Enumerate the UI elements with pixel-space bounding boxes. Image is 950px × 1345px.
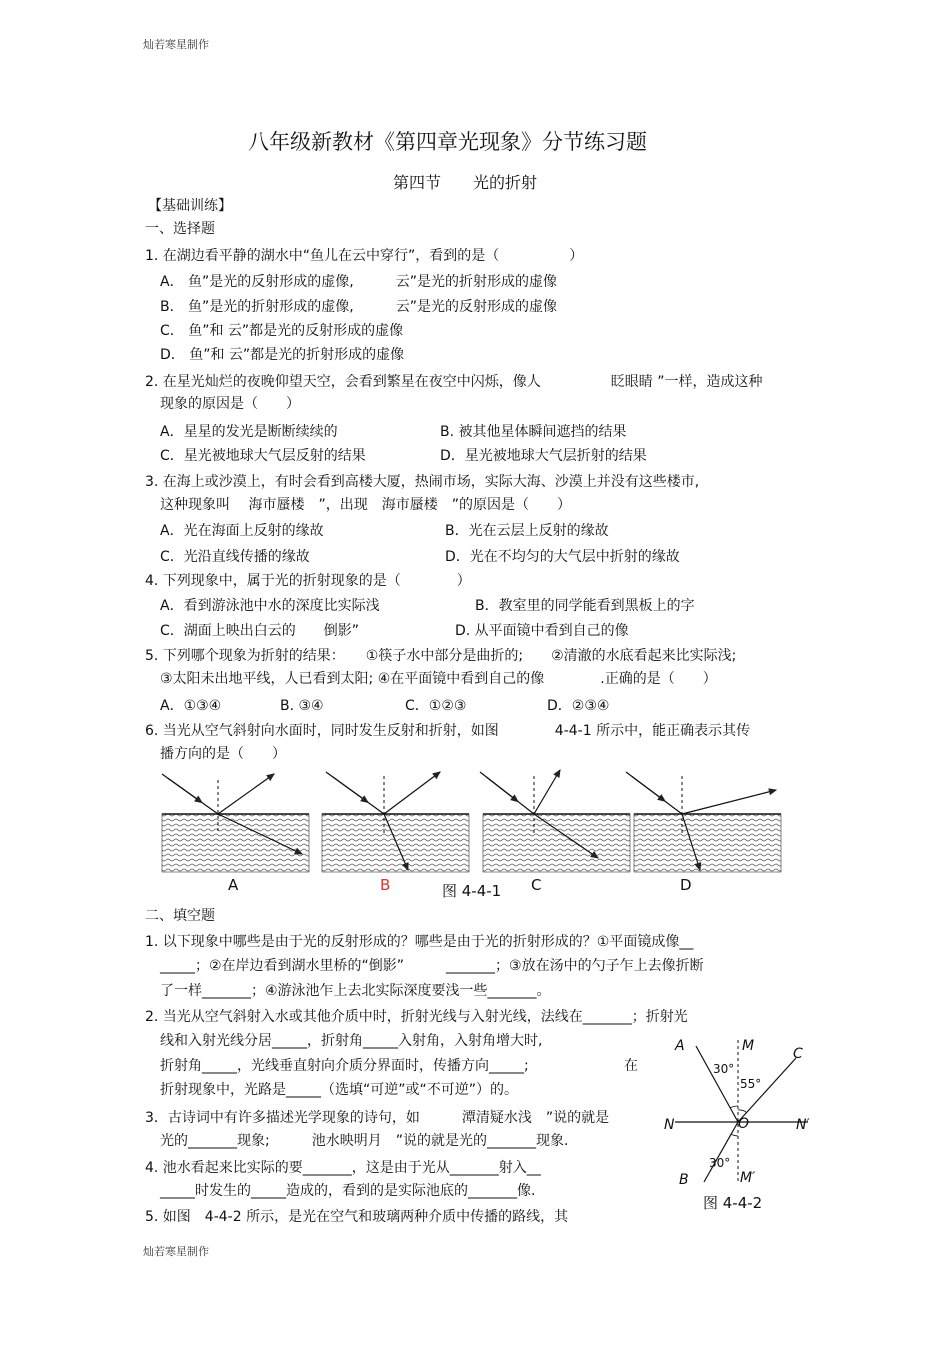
q3-option-c: C．光沿直线传播的缘故 xyxy=(160,549,310,565)
q6-stem-line2: 播方向的是（ ） xyxy=(160,746,286,762)
figure1-label-b: B xyxy=(380,876,391,894)
basic-training-heading: 【基础训练】 xyxy=(148,198,232,214)
section-title: 第四节 光的折射 xyxy=(393,173,538,192)
q4-option-b: B．教室里的同学能看到黑板上的字 xyxy=(475,598,695,614)
page-title: 八年级新教材《第四章光现象》分节练习题 xyxy=(248,130,647,154)
figure-panel-a xyxy=(162,774,309,872)
figure1-label-c: C xyxy=(531,876,542,894)
q3-option-d: D．光在不均匀的大气层中折射的缘故 xyxy=(445,549,680,565)
q2-option-c: C．星光被地球大气层反射的结果 xyxy=(160,448,366,464)
q1-option-d: D． 鱼”和 云”都是光的折射形成的虚像 xyxy=(160,347,405,363)
q4-stem: 4. 下列现象中，属于光的折射现象的是（ ） xyxy=(145,573,471,589)
q5-option-b: B. ③④ xyxy=(280,698,324,714)
fill-q1-line1: 1. 以下现象中哪些是由于光的反射形成的？哪些是由于光的折射形成的？①平面镜成像__ xyxy=(145,934,694,950)
fill-q1-line3: 了一样_______；④游泳池乍上去北实际深度要浅一些_______。 xyxy=(160,983,551,999)
fill-q2-line1: 2. 当光从空气斜射入水或其他介质中时，折射光线与入射光线，法线在_______；折射光 xyxy=(145,1009,688,1025)
fig2-label-m-prime: M′ xyxy=(740,1170,756,1186)
fig2-label-c: C xyxy=(793,1046,803,1062)
q5-stem-line2: ③太阳未出地平线，人已看到太阳; ④在平面镜中看到自己的像 .正确的是（ ） xyxy=(160,671,717,687)
q1-option-b: B． 鱼”是光的折射形成的虚像, 云”是光的反射形成的虚像 xyxy=(160,299,558,315)
fill-q2-line3-tail: 在 xyxy=(624,1058,638,1074)
q2-option-b: B. 被其他星体瞬间遮挡的结果 xyxy=(440,424,627,440)
fill-q4-line2: _____时发生的_____造成的，看到的是实际池底的_______像. xyxy=(160,1183,536,1199)
figure2-caption: 图 4-4-2 xyxy=(703,1194,763,1212)
fig2-label-n-prime: N′ xyxy=(796,1117,810,1133)
figure-panel-c xyxy=(480,770,630,872)
figure1-label-d: D xyxy=(680,876,692,894)
q2-option-a: A．星星的发光是断断续续的 xyxy=(160,424,338,440)
fig2-angle-top: 30° xyxy=(713,1062,735,1076)
fill-q3-line2: 光的_______现象; 池水映明月 ”说的就是光的_______现象. xyxy=(160,1133,569,1149)
fig2-angle-bottom: 30° xyxy=(709,1156,731,1170)
q3-stem-line1: 3. 在海上或沙漠上，有时会看到高楼大厦，热闹市场，实际大海、沙漠上并没有这些楼市, xyxy=(145,474,700,490)
q4-option-d: D. 从平面镜中看到自己的像 xyxy=(455,623,629,639)
fill-q3-line1: 3．古诗词中有许多描述光学现象的诗句，如 潭清疑水浅 ”说的就是 xyxy=(145,1110,610,1126)
figure-panel-b xyxy=(322,772,469,872)
q6-stem-line1: 6. 当光从空气斜射向水面时，同时发生反射和折射，如图 4-4-1 所示中，能正确表示其传 xyxy=(145,723,751,739)
q5-stem-line1: 5. 下列哪个现象为折射的结果： ①筷子水中部分是曲折的; ②清澈的水底看起来比实际浅; xyxy=(145,648,737,664)
part2-heading: 二、填空题 xyxy=(145,908,215,924)
fill-q2-line2: 线和入射光线分居_____，折射角_____入射角，入射角增大时, xyxy=(160,1033,543,1049)
figure-panel-d xyxy=(626,772,781,872)
q3-option-a: A．光在海面上反射的缘故 xyxy=(160,523,324,539)
page-header: 灿若寒星制作 xyxy=(143,38,209,51)
q2-option-d: D．星光被地球大气层折射的结果 xyxy=(440,448,647,464)
part1-heading: 一、选择题 xyxy=(145,221,215,237)
fill-q5-line1: 5. 如图 4-4-2 所示，是光在空气和玻璃两种介质中传播的路线，其 xyxy=(145,1209,569,1225)
fill-q4-line1: 4. 池水看起来比实际的要_______，这是由于光从_______射入__ xyxy=(145,1160,541,1176)
q5-option-a: A．①③④ xyxy=(160,698,222,714)
fill-q2-line3: 折射角_____，光线垂直射向介质分界面时，传播方向_____; xyxy=(160,1058,529,1074)
q1-option-a: A． 鱼”是光的反射形成的虚像, 云”是光的折射形成的虚像 xyxy=(160,274,557,290)
fill-q1-line2: _____；②在岸边看到湖水里桥的“倒影” _______；③放在汤中的勺子乍上去像折断 xyxy=(160,958,704,974)
q2-stem-line2: 现象的原因是（ ） xyxy=(160,396,300,412)
fill-q2-line4: 折射现象中，光路是_____（选填“可逆”或“不可逆”）的。 xyxy=(160,1082,519,1098)
fig2-label-o: O xyxy=(738,1116,750,1132)
fig2-label-m: M xyxy=(742,1038,755,1054)
q3-stem-line2: 这种现象叫 海市蜃楼 ”，出现 海市蜃楼 ”的原因是（ ） xyxy=(160,497,571,513)
q1-stem: 1. 在湖边看平静的湖水中“鱼儿在云中穿行”，看到的是（ ） xyxy=(145,248,584,264)
fig2-label-a: A xyxy=(675,1038,685,1054)
q5-option-c: C．①②③ xyxy=(405,698,467,714)
q4-option-a: A．看到游泳池中水的深度比实际浅 xyxy=(160,598,380,614)
figure1-caption: 图 4-4-1 xyxy=(442,882,502,900)
fig2-angle-right: 55° xyxy=(740,1077,762,1091)
q4-option-c: C．湖面上映出白云的 倒影” xyxy=(160,623,360,639)
q5-option-d: D．②③④ xyxy=(547,698,610,714)
figure1-label-a: A xyxy=(228,876,239,894)
page-footer: 灿若寒星制作 xyxy=(143,1245,209,1258)
q2-stem-line1: 2. 在星光灿烂的夜晚仰望天空，会看到繁星在夜空中闪烁，像人 眨眼睛 ”一样，造成这种 xyxy=(145,374,763,390)
q3-option-b: B．光在云层上反射的缘故 xyxy=(445,523,609,539)
fig2-label-b: B xyxy=(679,1172,689,1188)
q1-option-c: C． 鱼”和 云”都是光的反射形成的虚像 xyxy=(160,323,404,339)
fig2-label-n: N xyxy=(664,1117,675,1133)
